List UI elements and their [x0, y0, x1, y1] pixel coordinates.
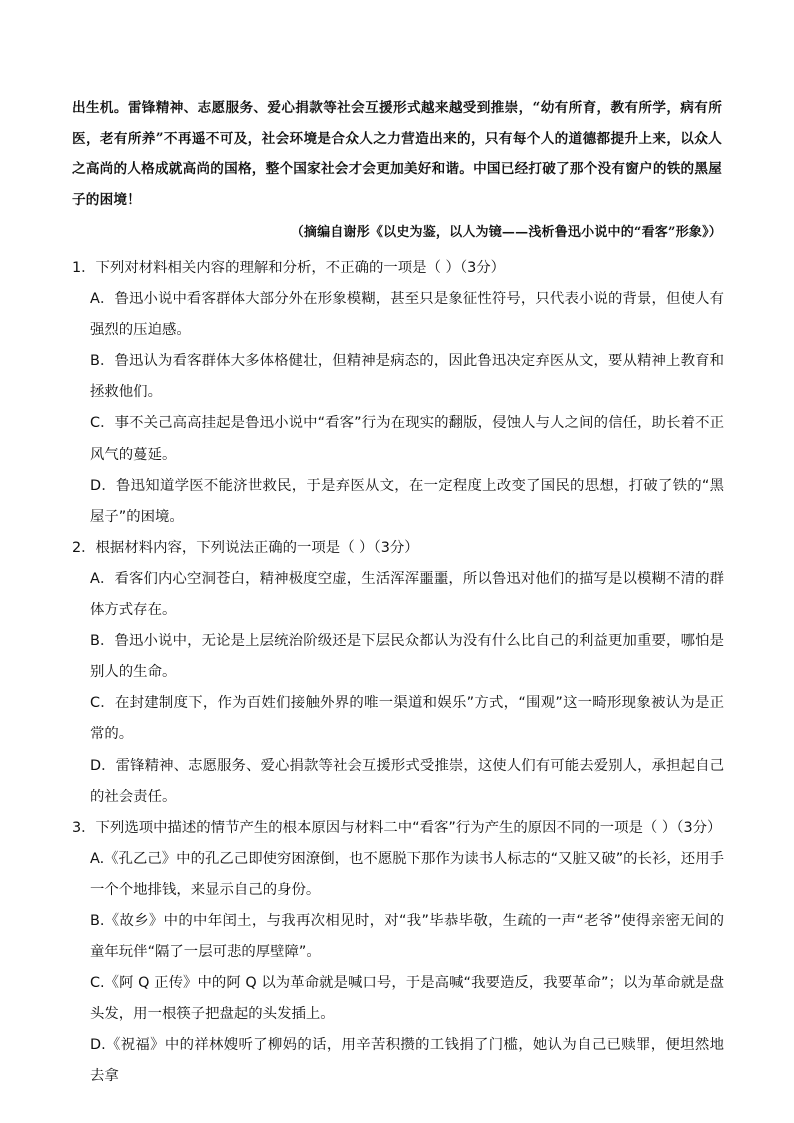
- option-a: A．鲁迅小说中看客群体大部分外在形象模糊，甚至只是象征性符号，只代表小说的背景，但使人有强烈的压迫感。: [90, 291, 724, 339]
- passage-source: （摘编自谢彤《以史为鉴，以人为镜——浅析鲁迅小说中的“看客”形象》）: [290, 225, 722, 240]
- option-c: C.《阿 Q 正传》中的阿 Q 以为革命就是喊口号，于是高喊“我要造反，我要革命”；以为革命就是盘头发，用一根筷子把盘起的头发插上。: [90, 975, 724, 1023]
- option-d: D．雷锋精神、志愿服务、爱心捐款等社会互援形式受推崇，这使人们有可能去爱别人，承担起自己的社会责任。: [90, 757, 724, 805]
- reading-passage: [72, 93, 722, 215]
- question-list: [72, 253, 724, 1093]
- option-b: B．鲁迅小说中，无论是上层统治阶级还是下层民众都认为没有什么比自己的利益更加重要，哪怕是别人的生命。: [90, 633, 724, 681]
- question-stem: 2．根据材料内容，下列说法正确的一项是（ ）（3分）: [72, 539, 419, 556]
- passage-paragraph: 出生机。雷锋精神、志愿服务、爱心捐款等社会互援形式越来越受到推崇，“幼有所育，教有所学，病有所医，老有所养”不再遥不可及，社会环境是合众人之力营造出来的，只有每个人的道德都提升上来，以众人之高尚的人格成就高尚的国格，整个国家社会才会更加美好和谐。中国已经打破了那个没有窗户的铁的黑屋子的困境！: [72, 100, 722, 208]
- option-c: C．事不关己高高挂起是鲁迅小说中“看客”行为在现实的翻版，侵蚀人与人之间的信任，助长着不正风气的蔓延。: [90, 415, 724, 463]
- question-3: [72, 813, 724, 1093]
- question-stem: 3．下列选项中描述的情节产生的根本原因与材料二中“看客”行为产生的原因不同的一项是（ ）（3分）: [72, 819, 722, 836]
- question-stem: 1．下列对材料相关内容的理解和分析，不正确的一项是（ ）（3分）: [72, 260, 506, 276]
- option-a: A.《孔乙己》中的孔乙己即使穷困潦倒，也不愿脱下那作为读书人标志的“又脏又破”的长衫，还用手一个个地排钱，来显示自己的身份。: [90, 850, 724, 898]
- option-b: B.《故乡》中的中年闰土，与我再次相见时，对“我”毕恭毕敬，生疏的一声“老爷”使得亲密无间的童年玩伴“隔了一层可悲的厚壁障”。: [90, 912, 724, 961]
- question-1: [72, 253, 724, 533]
- option-a: A．看客们内心空洞苍白，精神极度空虚，生活浑浑噩噩，所以鲁迅对他们的描写是以模糊不清的群体方式存在。: [90, 570, 724, 619]
- option-b: B．鲁迅认为看客群体大多体格健壮，但精神是病态的，因此鲁迅决定弃医从文，要从精神上教育和拯救他们。: [90, 353, 724, 401]
- question-2: [72, 533, 724, 813]
- option-d: D．鲁迅知道学医不能济世救民，于是弃医从文，在一定程度上改变了国民的思想，打破了铁的“黑屋子”的困境。: [90, 477, 724, 525]
- option-d: D.《祝福》中的祥林嫂听了柳妈的话，用辛苦积攒的工钱捐了门槛，她认为自己已赎罪，便坦然地去拿: [90, 1037, 724, 1085]
- option-c: C．在封建制度下，作为百姓们接触外界的唯一渠道和娱乐”方式，“围观”这一畸形现象被认为是正常的。: [90, 695, 724, 743]
